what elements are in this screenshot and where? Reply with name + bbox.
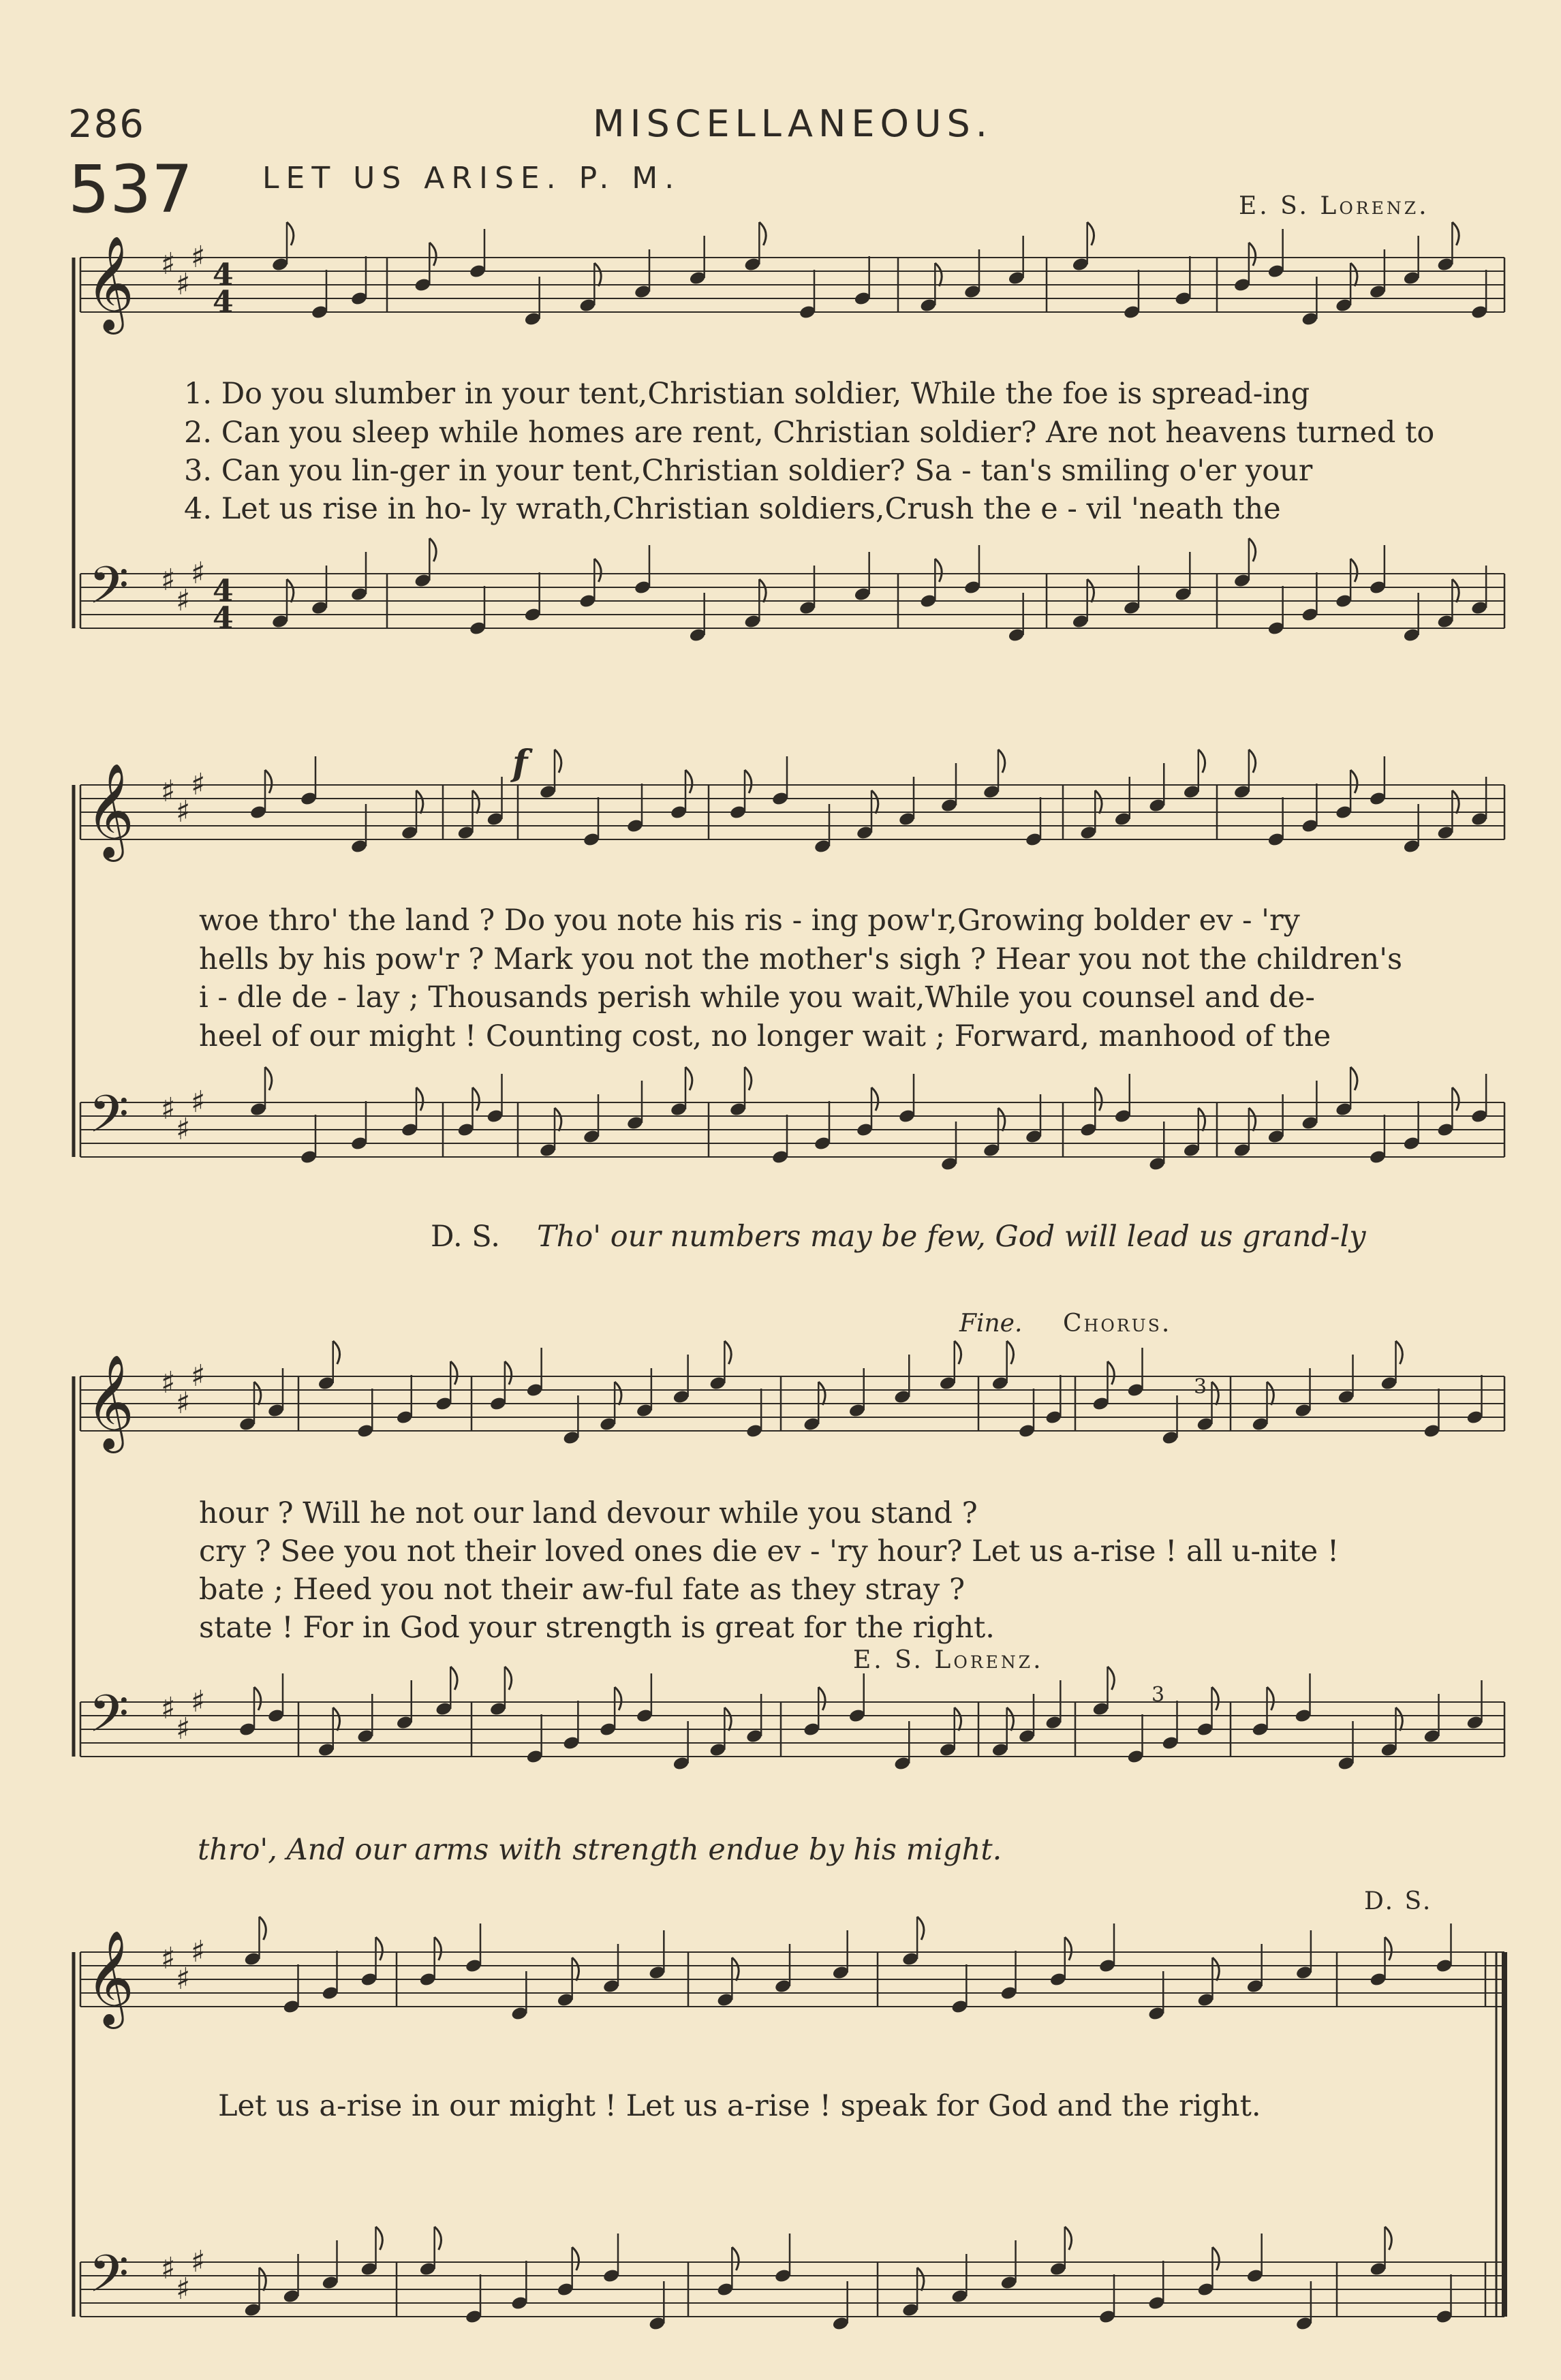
s1-bass-flag <box>1350 559 1357 582</box>
page-number: 286 <box>68 102 145 146</box>
s2-bass-flag <box>555 1108 561 1131</box>
lyric-verse-2-line-3: cry ? See you not their loved ones die ev - 'ry hour? Let us a-rise ! all u-nite ! <box>199 1534 1340 1568</box>
s2-key-sharp-bass: ♯ <box>176 1112 191 1147</box>
s3-bass-flag <box>1212 1687 1219 1710</box>
s2-bass-flag <box>745 1067 752 1090</box>
s4-treble-flag <box>917 1917 924 1940</box>
s3-bass-flag <box>724 1707 731 1731</box>
s1-treble-flag <box>287 222 294 245</box>
s3-key-sharp-treble: ♯ <box>176 1386 191 1421</box>
lyric-verse-3-line-2: i - dle de - lay ; Thousands perish while you wait,While you counsel and de- <box>199 980 1315 1015</box>
s2-treble-flag <box>416 790 423 814</box>
lyric-verse-3-line-3: bate ; Heed you not their aw-ful fate as they stray ? <box>199 1573 965 1607</box>
hymn-number: 537 <box>68 151 194 228</box>
s2-treble-flag <box>1199 749 1205 773</box>
ds-lyric-line-2: thro', And our arms with strength endue by his might. <box>198 1833 1002 1867</box>
s1-treble-flag <box>1452 222 1459 245</box>
s2-key-sharp-treble: ♯ <box>176 794 191 829</box>
s3-treble-flag <box>1267 1382 1274 1405</box>
s4-bass-flag <box>917 2268 924 2291</box>
s3-bass-flag <box>1007 1707 1014 1731</box>
s1-bass-flag <box>935 559 942 582</box>
s2-bass-flag <box>1199 1108 1205 1131</box>
bass-clef: 𝄢 <box>89 555 129 628</box>
s2-bass-flag <box>1350 1067 1357 1090</box>
s3-bass-flag <box>955 1707 961 1731</box>
s1-key-sharp-bass: ♯ <box>161 563 176 598</box>
s2-key-sharp-bass: ♯ <box>191 1085 206 1119</box>
s2-treble-flag <box>1249 749 1256 773</box>
s4-treble-flag <box>435 1937 442 1960</box>
s4-treble-flag <box>1065 1937 1072 1960</box>
s1-treble-flag <box>759 222 766 245</box>
s2-treble-flag <box>998 749 1005 773</box>
s3-key-sharp-bass: ♯ <box>161 1691 176 1726</box>
ds-lyric-line-1: Tho' our numbers may be few, God will lead us grand-ly <box>537 1220 1366 1254</box>
s4-key-sharp-treble: ♯ <box>191 1934 206 1969</box>
fine-marking: Fine. <box>959 1310 1023 1338</box>
s2-key-sharp-bass: ♯ <box>161 1092 176 1126</box>
s3-treble-flag <box>333 1341 340 1364</box>
time-signature-treble: 4 <box>213 285 234 320</box>
s3-key-sharp-treble: ♯ <box>161 1365 176 1400</box>
s1-key-sharp-treble: ♯ <box>176 267 191 302</box>
s2-treble-flag <box>745 770 752 793</box>
chorus-composer-credit: E. S. Lorenz. <box>853 1646 1044 1674</box>
lyric-verse-2-line-1: 2. Can you sleep while homes are rent, Christian soldier? Are not heavens turned to <box>184 416 1435 450</box>
s3-treble-flag <box>1108 1361 1115 1385</box>
lyric-verse-1-line-3: hour ? Will he not our land devour while you stand ? <box>199 1496 978 1530</box>
s2-treble-flag <box>685 770 692 793</box>
bass-clef: 𝄢 <box>89 2244 129 2317</box>
s3-bass-flag <box>615 1687 621 1710</box>
s3-bass-flag <box>1396 1707 1403 1731</box>
s1-bass-flag <box>759 579 766 602</box>
s1-treble-flag <box>429 243 436 266</box>
s2-treble-flag <box>1452 790 1459 814</box>
chorus-marking: Chorus. <box>1063 1310 1172 1338</box>
lyric-verse-1-line-2: woe thro' the land ? Do you note his ris - ing pow'r,Growing bolder ev - 'ry <box>199 903 1300 938</box>
s1-bass-flag <box>1087 579 1094 602</box>
s1-bass-flag <box>1452 579 1459 602</box>
s2-treble-flag <box>265 770 272 793</box>
s2-bass-flag <box>1452 1087 1459 1111</box>
s4-bass-flag <box>1212 2247 1219 2270</box>
triplet-mark-bass: 3 <box>1152 1683 1165 1707</box>
s1-key-sharp-treble: ♯ <box>161 247 176 281</box>
s2-key-sharp-treble: ♯ <box>161 774 176 809</box>
s1-key-sharp-bass: ♯ <box>191 556 206 591</box>
hymn-title: LET US ARISE. P. M. <box>262 161 681 196</box>
s2-treble-flag <box>473 790 480 814</box>
s4-key-sharp-treble: ♯ <box>176 1962 191 1996</box>
ds-label-system-2: D. S. <box>431 1220 500 1254</box>
s3-treble-flag <box>1007 1341 1014 1364</box>
s1-bass-flag <box>594 559 601 582</box>
section-title: MISCELLANEOUS. <box>593 102 993 145</box>
time-signature-bass: 4 <box>213 601 234 636</box>
treble-clef: 𝄞 <box>86 236 134 330</box>
s3-treble-flag <box>955 1341 961 1364</box>
triplet-mark-treble: 3 <box>1194 1375 1207 1399</box>
s4-bass-flag <box>376 2227 383 2250</box>
ds-marking: D. S. <box>1364 1887 1433 1915</box>
s4-bass-flag <box>1065 2227 1072 2250</box>
s2-treble-flag <box>1095 790 1102 814</box>
s4-bass-flag <box>435 2227 442 2250</box>
s2-treble-flag <box>871 790 878 814</box>
s2-bass-flag <box>265 1067 272 1090</box>
s2-bass-flag <box>871 1087 878 1111</box>
s4-treble-flag <box>1385 1937 1392 1960</box>
s2-bass-flag <box>685 1067 692 1090</box>
s4-treble-flag <box>376 1937 383 1960</box>
s3-bass-flag <box>818 1687 825 1710</box>
treble-clef: 𝄞 <box>86 1930 134 2025</box>
time-signature-treble: 4 <box>213 258 234 292</box>
s2-bass-flag <box>1249 1108 1256 1131</box>
s2-treble-flag <box>555 749 561 773</box>
s2-treble-flag <box>1350 770 1357 793</box>
s4-key-sharp-treble: ♯ <box>161 1941 176 1976</box>
s1-bass-flag <box>1249 538 1256 561</box>
s3-treble-flag <box>505 1361 512 1385</box>
s4-treble-flag <box>1212 1958 1219 1981</box>
s1-treble-flag <box>1087 222 1094 245</box>
s3-bass-flag <box>1267 1687 1274 1710</box>
s3-bass-flag <box>254 1687 261 1710</box>
s2-bass-flag <box>1095 1087 1102 1111</box>
treble-clef: 𝄞 <box>86 1355 134 1449</box>
s1-treble-flag <box>1249 243 1256 266</box>
s4-key-sharp-bass: ♯ <box>191 2244 206 2279</box>
s1-treble-flag <box>935 263 942 286</box>
s1-treble-flag <box>594 263 601 286</box>
s4-treble-flag <box>572 1958 579 1981</box>
s4-bass-flag <box>260 2268 266 2291</box>
s4-treble-flag <box>732 1958 739 1981</box>
s4-key-sharp-bass: ♯ <box>161 2251 176 2286</box>
s3-treble-flag <box>1212 1382 1219 1405</box>
s2-bass-flag <box>998 1108 1005 1131</box>
lyric-verse-4-line-1: 4. Let us rise in ho- ly wrath,Christian soldiers,Crush the e - vil 'neath the <box>184 492 1281 526</box>
s4-bass-flag <box>572 2247 579 2270</box>
lyric-verse-2-line-2: hells by his pow'r ? Mark you not the mother's sigh ? Hear you not the children's <box>199 942 1403 976</box>
s3-key-sharp-bass: ♯ <box>191 1684 206 1719</box>
s1-bass-flag <box>429 538 436 561</box>
lyric-verse-3-line-1: 3. Can you lin-ger in your tent,Christian soldier? Sa - tan's smiling o'er your <box>184 454 1313 488</box>
s3-treble-flag <box>615 1382 621 1405</box>
s3-key-sharp-treble: ♯ <box>191 1359 206 1393</box>
s2-bass-flag <box>416 1087 423 1111</box>
bass-clef: 𝄢 <box>89 1684 129 1757</box>
lyric-verse-4-line-2: heel of our might ! Counting cost, no longer wait ; Forward, manhood of the <box>199 1019 1331 1053</box>
s3-bass-flag <box>1108 1667 1115 1690</box>
s1-key-sharp-treble: ♯ <box>191 240 206 275</box>
lyric-verse-1-line-1: 1. Do you slumber in your tent,Christian soldier, While the foe is spread-ing <box>184 377 1310 411</box>
s3-bass-flag <box>333 1707 340 1731</box>
treble-clef: 𝄞 <box>86 763 134 858</box>
s3-treble-flag <box>450 1361 457 1385</box>
dynamic-forte: f <box>512 743 528 784</box>
composer-credit: E. S. Lorenz. <box>1239 192 1429 220</box>
s3-treble-flag <box>1396 1341 1403 1364</box>
s4-bass-flag <box>1385 2227 1392 2250</box>
s1-key-sharp-bass: ♯ <box>176 583 191 618</box>
s3-bass-flag <box>505 1667 512 1690</box>
s4-bass-flag <box>732 2247 739 2270</box>
lyric-verse-4-line-3: state ! For in God your strength is great for the right. <box>199 1611 995 1645</box>
s1-bass-flag <box>287 579 294 602</box>
s4-key-sharp-bass: ♯ <box>176 2272 191 2306</box>
s1-treble-flag <box>1350 263 1357 286</box>
lyric-chorus-end: Let us a-rise in our might ! Let us a-rise ! speak for God and the right. <box>218 2089 1261 2123</box>
s2-key-sharp-treble: ♯ <box>191 767 206 802</box>
s3-treble-flag <box>254 1382 261 1405</box>
time-signature-bass: 4 <box>213 574 234 608</box>
s4-treble-flag <box>260 1917 266 1940</box>
s3-key-sharp-bass: ♯ <box>176 1712 191 1746</box>
s3-treble-flag <box>818 1382 825 1405</box>
s2-bass-flag <box>473 1087 480 1111</box>
s3-treble-flag <box>724 1341 731 1364</box>
s3-bass-flag <box>450 1667 457 1690</box>
bass-clef: 𝄢 <box>89 1084 129 1157</box>
